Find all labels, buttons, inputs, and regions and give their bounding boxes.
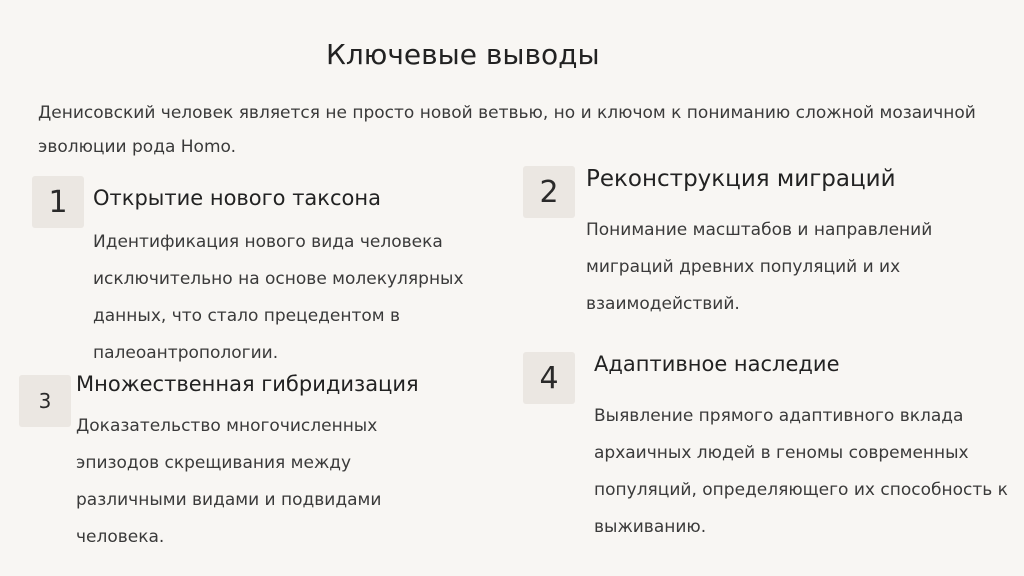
point-4-text: Выявление прямого адаптивного вклада архаичных людей в геномы современных популяций, определяющего их способность к выживанию. (594, 406, 1008, 537)
point-2-number: 2 (523, 166, 575, 218)
point-3-heading: Множественная гибридизация (76, 372, 419, 396)
point-3-number: 3 (19, 375, 71, 427)
slide-title: Ключевые выводы (326, 38, 600, 71)
point-2-text: Понимание масштабов и направлений миграций древних популяций и их взаимодействий. (586, 220, 933, 314)
point-1-heading: Открытие нового таксона (93, 186, 381, 210)
point-3-text: Доказательство многочисленных эпизодов скрещивания между различными видами и подвидами человека. (76, 416, 382, 547)
point-4-heading: Адаптивное наследие (594, 352, 840, 376)
point-4-number: 4 (523, 352, 575, 404)
intro-text: Денисовский человек является не просто новой ветвью, но и ключом к пониманию сложной мозаичной эволюции рода Homo. (38, 103, 976, 157)
point-2-heading: Реконструкция миграций (586, 166, 896, 192)
point-1-number: 1 (32, 176, 84, 228)
point-1-text: Идентификация нового вида человека исключительно на основе молекулярных данных, что стало прецедентом в палеоантропологии. (93, 232, 464, 363)
